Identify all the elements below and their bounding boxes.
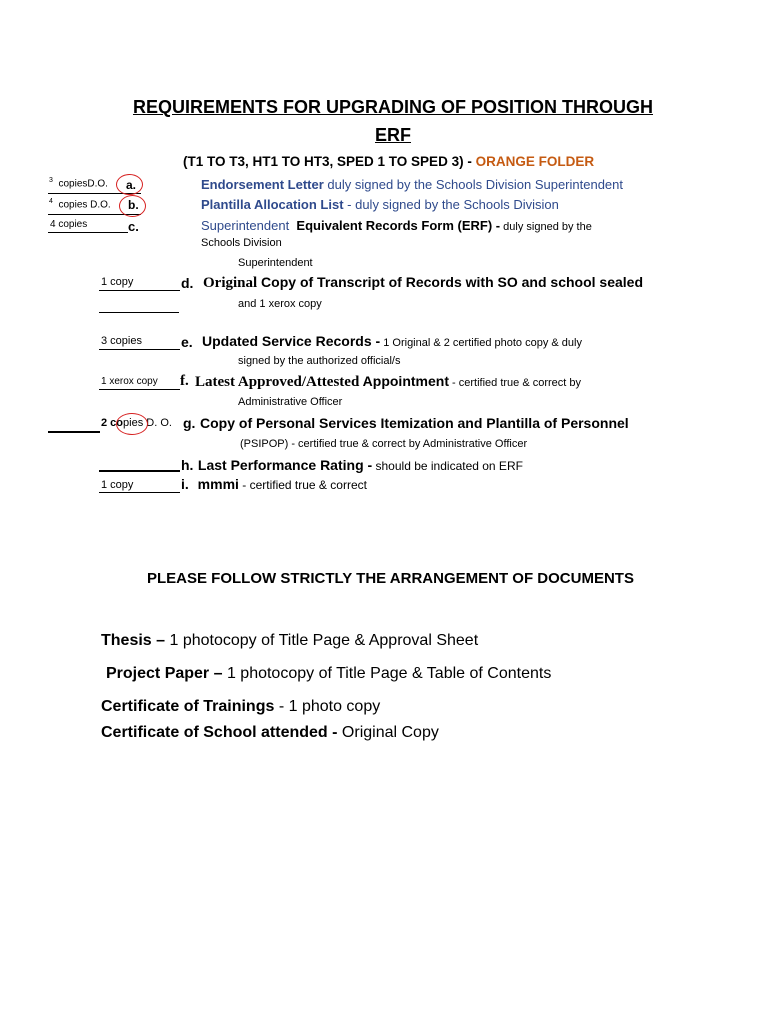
arrangement-row-project [106, 665, 551, 683]
item-c-pre: Superintendent [201, 218, 290, 233]
row-thesis-text: 1 photocopy of Title Page & Approval Sheet [165, 632, 479, 649]
arrangement-row-trainings [101, 698, 380, 716]
copies-e: 3 copies [101, 335, 142, 347]
copies-b-count: 4 [49, 198, 53, 205]
copies-g-pre: 2 co [101, 417, 124, 429]
blank-line-i [99, 492, 180, 493]
blank-line-c [48, 232, 128, 233]
copies-g-post: D. O. [143, 417, 172, 429]
item-f-line2: Administrative Officer [238, 396, 343, 408]
blank-line-f [99, 389, 180, 390]
copies-f: 1 xerox copy [101, 376, 158, 387]
item-e-line2: signed by the authorized official/s [238, 355, 401, 367]
copies-a [49, 177, 108, 189]
item-d-text [203, 274, 643, 292]
item-d-head-serif: Original [203, 275, 258, 291]
page-title-line1: REQUIREMENTS FOR UPGRADING OF POSITION THROUGH [132, 97, 653, 117]
row-school-text: Original Copy [337, 724, 439, 741]
row-trainings-text: - 1 photo copy [274, 698, 381, 715]
item-e-desc: 1 Original & 2 certified photo copy & duly [380, 337, 582, 349]
copies-a-label: copiesD.O. [58, 178, 108, 190]
item-f-head: Appointment [359, 373, 449, 389]
row-school-label: Certificate of School attended - [101, 724, 338, 741]
copies-b [49, 198, 111, 210]
copies-b-label: copies D.O. [58, 199, 111, 211]
item-a-head: Endorsement Letter [201, 177, 324, 192]
item-f-letter: f. [180, 373, 189, 389]
item-h-text [181, 457, 523, 475]
folder-label: ORANGE FOLDER [475, 154, 595, 169]
item-c-desc: duly signed by the [500, 221, 592, 233]
item-c-line3: Superintendent [238, 257, 313, 269]
item-i-desc: - certified true & correct [238, 478, 367, 492]
item-i-letter: i. [181, 476, 189, 492]
arrangement-row-thesis [101, 632, 478, 650]
circle-mark-g [116, 413, 148, 435]
row-project-label: Project Paper – [106, 665, 223, 682]
page-title-line2: ERF [375, 125, 411, 145]
item-c-line2: Schools Division [201, 237, 282, 249]
item-g-letter: g. [183, 415, 196, 431]
item-d-head: Copy of Transcript of Records with SO and school sealed [257, 274, 644, 290]
blank-line-d2 [99, 312, 179, 313]
copies-i: 1 copy [101, 479, 134, 491]
item-b-head: Plantilla Allocation List [201, 197, 344, 212]
item-h-desc: should be indicated on ERF [372, 459, 523, 473]
arrangement-row-school [101, 724, 439, 742]
item-g-line2: (PSIPOP) - certified true & correct by Administrative Officer [240, 438, 528, 450]
item-c-letter: c. [128, 219, 139, 234]
item-e-letter: e. [181, 334, 193, 350]
item-d-line2: and 1 xerox copy [238, 298, 322, 310]
item-b-desc: - duly signed by the Schools Division [343, 197, 559, 212]
item-e-text [202, 333, 582, 351]
item-d-letter: d. [181, 275, 194, 291]
item-h-letter: h. [181, 457, 194, 473]
item-b-letter: b. [128, 198, 139, 212]
subtitle-text: (T1 TO T3, HT1 TO HT3, SPED 1 TO SPED 3) - [183, 154, 476, 169]
item-a-text [201, 177, 623, 192]
item-b-text [201, 197, 559, 212]
copies-g-circled: pies [123, 417, 144, 429]
item-f-desc: - certified true & correct by [448, 377, 582, 389]
item-g-head: Copy of Personal Services Itemization and Plantilla of Personnel [200, 415, 629, 431]
row-trainings-label: Certificate of Trainings [101, 698, 275, 715]
item-a-letter: a. [126, 178, 137, 192]
row-project-text: 1 photocopy of Title Page & Table of Contents [222, 665, 552, 682]
page-subtitle [183, 154, 594, 169]
item-i-head: mmmi [197, 476, 239, 492]
copies-a-count: 3 [49, 177, 53, 184]
item-e-head: Updated Service Records - [202, 333, 381, 349]
row-thesis-label: Thesis – [101, 632, 166, 649]
blank-line-h [99, 470, 180, 472]
blank-line-g [48, 431, 100, 433]
item-i-text [181, 476, 367, 494]
copies-c: 4 copies [50, 219, 88, 230]
copies-d: 1 copy [101, 276, 134, 288]
item-c-head: Equivalent Records Form (ERF) - [296, 218, 501, 233]
item-f-head-serif: Latest Approved/Attested [195, 374, 360, 390]
arrangement-heading: PLEASE FOLLOW STRICTLY THE ARRANGEMENT OF DOCUMENTS [147, 570, 634, 587]
blank-line-d [99, 290, 180, 291]
item-f-text [195, 373, 581, 391]
item-h-head: Last Performance Rating - [197, 457, 373, 473]
item-a-desc: duly signed by the Schools Division Superintendent [323, 177, 623, 192]
item-c-text [201, 218, 592, 233]
blank-line-e [99, 349, 180, 350]
